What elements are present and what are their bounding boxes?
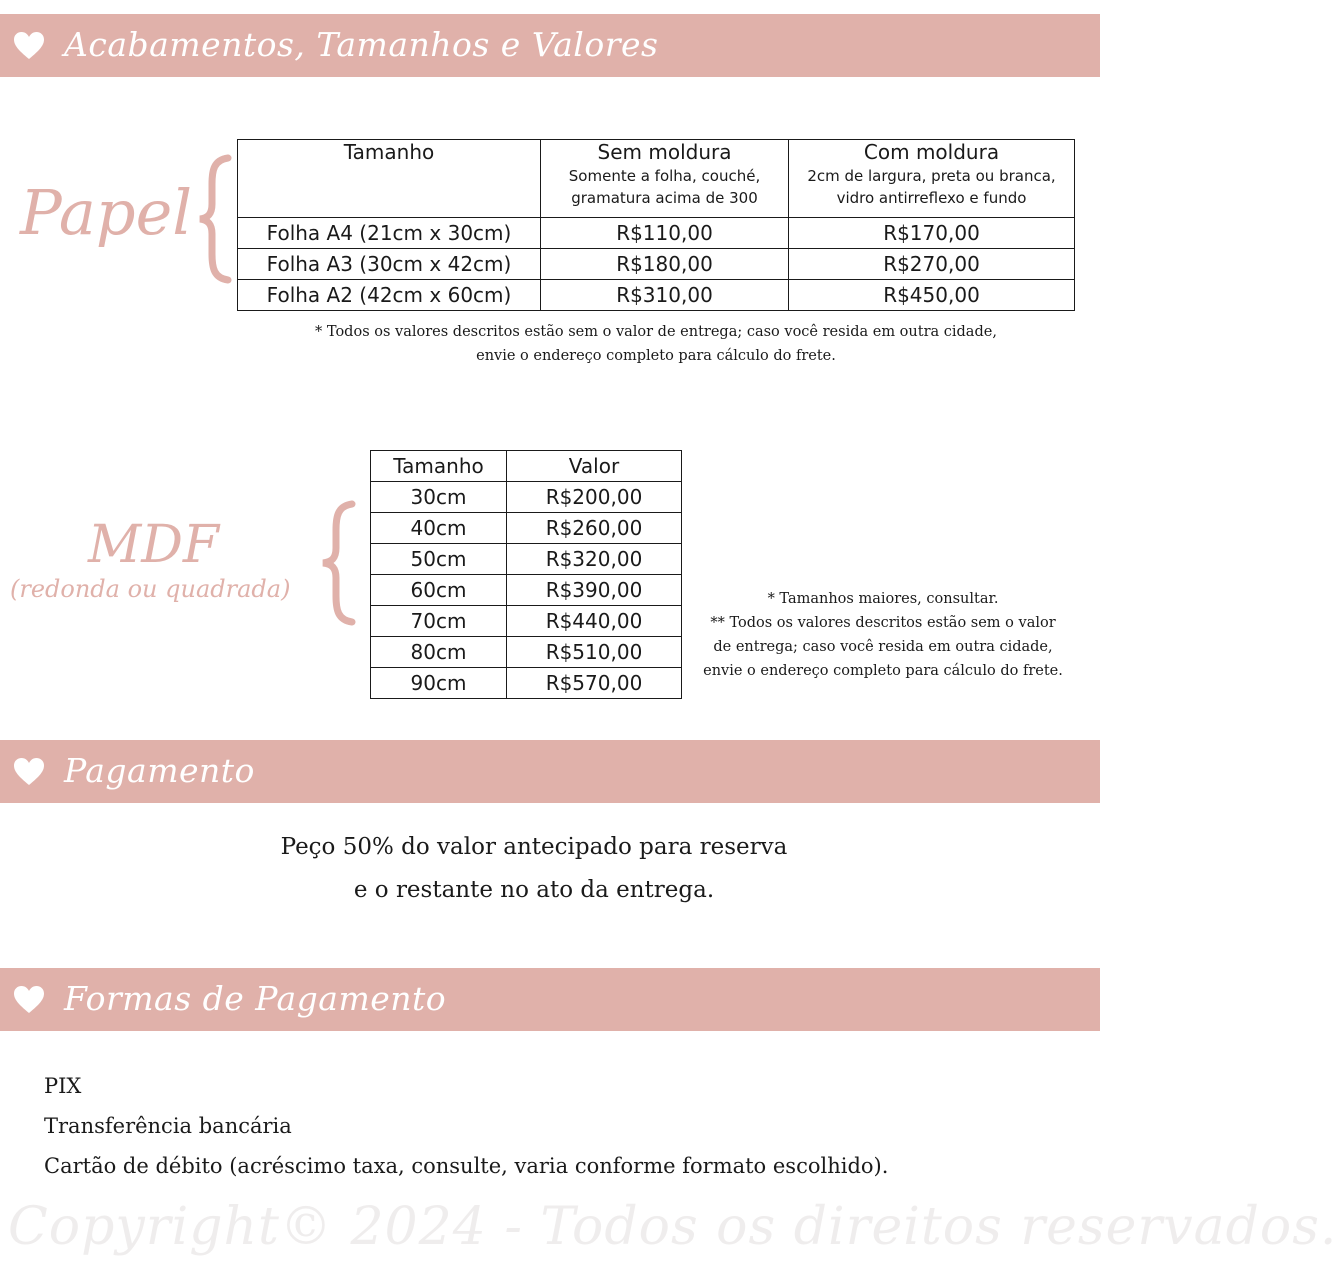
mdf-price-table	[370, 450, 682, 699]
section-title: Acabamentos, Tamanhos e Valores	[64, 25, 659, 64]
price-cell: R$310,00	[541, 280, 789, 311]
table-row	[371, 668, 682, 699]
size-cell: 90cm	[371, 668, 507, 699]
heart-icon	[14, 758, 44, 786]
table-header-row	[371, 451, 682, 482]
heart-icon	[14, 32, 44, 60]
section-title: Pagamento	[64, 751, 255, 790]
header-size: Tamanho	[371, 451, 507, 482]
price-cell: R$180,00	[541, 249, 789, 280]
section-title: Formas de Pagamento	[64, 979, 447, 1018]
price-cell: R$510,00	[507, 637, 682, 668]
table-header-row	[238, 140, 1075, 218]
size-cell: Folha A4 (21cm x 30cm)	[238, 218, 541, 249]
price-cell: R$440,00	[507, 606, 682, 637]
size-cell: Folha A3 (30cm x 42cm)	[238, 249, 541, 280]
price-cell: R$110,00	[541, 218, 789, 249]
paper-price-table	[237, 139, 1075, 311]
table-row	[371, 513, 682, 544]
section-header-finishes	[0, 14, 1100, 77]
section-header-payment	[0, 740, 1100, 803]
price-cell: R$200,00	[507, 482, 682, 513]
list-item: Transferência bancária	[44, 1114, 292, 1138]
mdf-label: MDF	[88, 515, 220, 575]
table-row	[238, 249, 1075, 280]
price-cell: R$260,00	[507, 513, 682, 544]
table-row	[371, 575, 682, 606]
size-cell: 40cm	[371, 513, 507, 544]
copyright-watermark: Copyright© 2024 - Todos os direitos reservados.	[8, 1197, 1337, 1257]
size-cell: 70cm	[371, 606, 507, 637]
price-cell: R$450,00	[789, 280, 1075, 311]
header-value: Valor	[507, 451, 682, 482]
table-row	[371, 637, 682, 668]
table-row	[371, 606, 682, 637]
price-cell: R$570,00	[507, 668, 682, 699]
price-cell: R$170,00	[789, 218, 1075, 249]
size-cell: Folha A2 (42cm x 60cm)	[238, 280, 541, 311]
size-cell: 80cm	[371, 637, 507, 668]
price-cell: R$320,00	[507, 544, 682, 575]
table-row	[238, 218, 1075, 249]
table-row	[371, 544, 682, 575]
size-cell: 50cm	[371, 544, 507, 575]
heart-icon	[14, 986, 44, 1014]
brace-icon	[318, 500, 356, 626]
size-cell: 30cm	[371, 482, 507, 513]
list-item: PIX	[44, 1074, 82, 1098]
brace-icon	[196, 154, 232, 284]
header-no-frame: Sem moldura Somente a folha, couché, gramatura acima de 300	[541, 140, 789, 218]
price-cell: R$270,00	[789, 249, 1075, 280]
price-cell: R$390,00	[507, 575, 682, 606]
payment-description: Peço 50% do valor antecipado para reserva e o restante no ato da entrega.	[280, 834, 788, 903]
paper-note: * Todos os valores descritos estão sem o valor de entrega; caso você resida em outra cidade, envie o endereço completo para cálculo do frete.	[315, 324, 997, 364]
mdf-sublabel: (redonda ou quadrada)	[10, 575, 291, 603]
header-size: Tamanho	[238, 140, 541, 218]
payment-methods-list	[44, 1066, 888, 1186]
list-item: Cartão de débito (acréscimo taxa, consulte, varia conforme formato escolhido).	[44, 1154, 889, 1178]
paper-label: Papel	[20, 176, 193, 249]
header-with-frame: Com moldura 2cm de largura, preta ou branca, vidro antirreflexo e fundo	[789, 140, 1075, 218]
size-cell: 60cm	[371, 575, 507, 606]
section-header-payment-methods	[0, 968, 1100, 1031]
mdf-note: * Tamanhos maiores, consultar. ** Todos os valores descritos estão sem o valor de entrega; caso você resida em outra cidade, envie o endereço completo para cálculo do frete.	[703, 591, 1063, 679]
table-row	[238, 280, 1075, 311]
table-row	[371, 482, 682, 513]
